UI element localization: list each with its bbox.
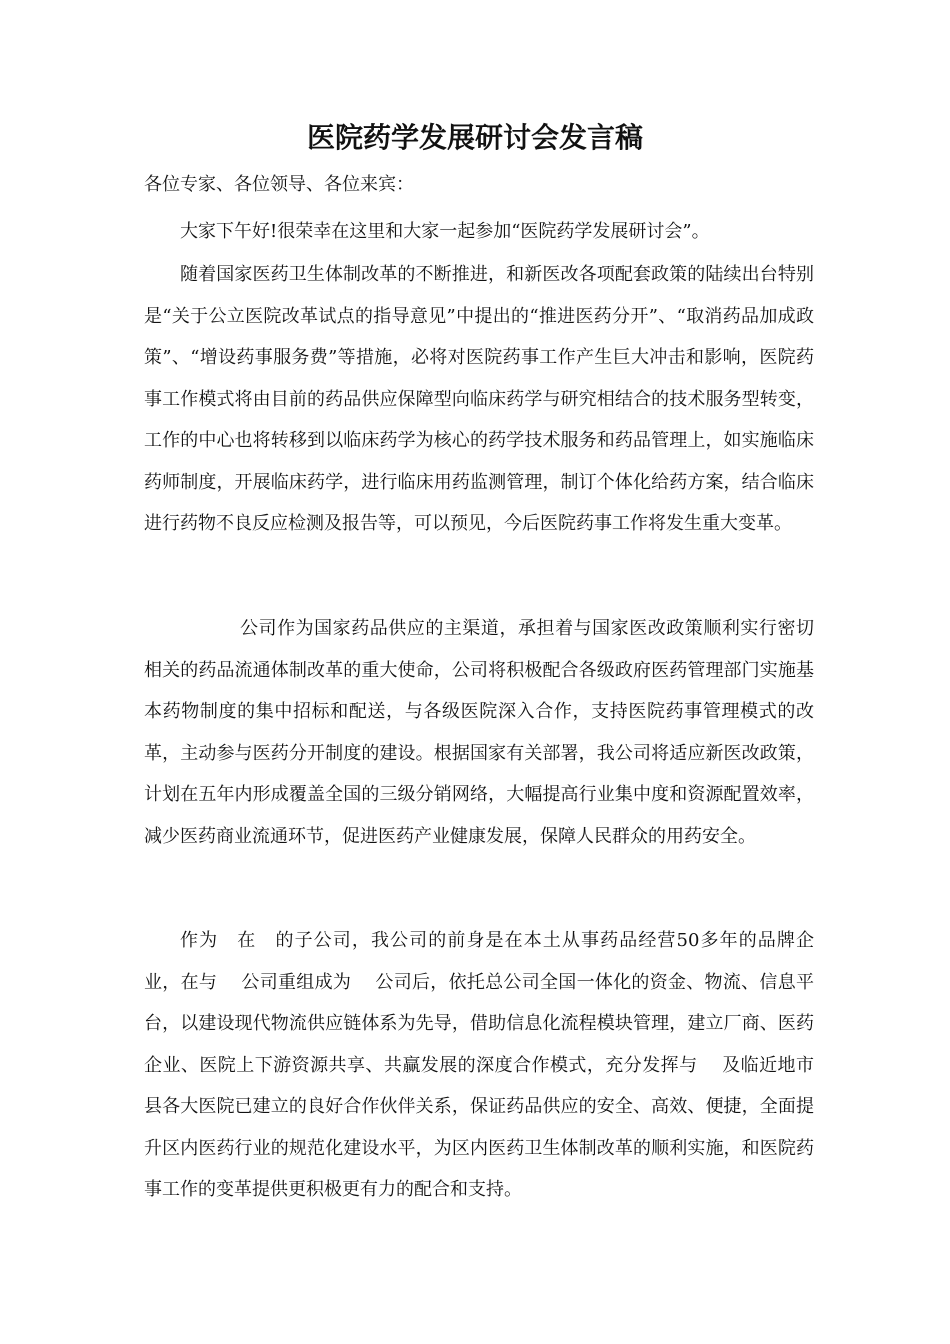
paragraph-company-history: 作为 在 的子公司，我公司的前身是在本土从事药品经营50多年的品牌企业，在与 公司重组成为 公司后，依托总公司全国一体化的资金、物流、信息平台，以建设现代物流供应链体系为先导，借助信息化流程模块管理，建立厂商、医药企业、医院上下游资源共享、共赢发展的深度合作模式，充分发挥与 及临近地市县各大医院已建立的良好合作伙伴关系，保证药品供应的安全、高效、便捷，全面提升区内医药行业的规范化建设水平，为区内医药卫生体制改革的顺利实施，和医院药事工作的变革提供更积极更有力的配合和支持。 bbox=[144, 930, 814, 1200]
document-title: 医院药学发展研讨会发言稿 bbox=[306, 121, 643, 154]
paragraph-policy-background: 随着国家医药卫生体制改革的不断推进，和新医改各项配套政策的陆续出台特别是“关于公立医院改革试点的指导意见”中提出的“推进医药分开”、“取消药品加成政策”、“增设药事服务费”等措施，必将对医院药事工作产生巨大冲击和影响，医院药事工作模式将由目前的药品供应保障型向临床药学与研究相结合的技术服务型转变，工作的中心也将转移到以临床药学为核心的药学技术服务和药品管理上，如实施临床药师制度，开展临床药学，进行临床用药监测管理，制订个体化给药方案，结合临床进行药物不良反应检测及报告等，可以预见，今后医院药事工作将发生重大变革。 bbox=[144, 264, 814, 534]
salutation: 各位专家、各位领导、各位来宾： bbox=[144, 174, 414, 195]
paragraph-greeting: 大家下午好!很荣幸在这里和大家一起参加“医院药学发展研讨会”。 bbox=[180, 221, 710, 242]
paragraph-company-role: 公司作为国家药品供应的主渠道，承担着与国家医改政策顺利实行密切相关的药品流通体制改革的重大使命，公司将积极配合各级政府医药管理部门实施基本药物制度的集中招标和配送，与各级医院深入合作，支持医院药事管理模式的改革，主动参与医药分开制度的建设。根据国家有关部署，我公司将适应新医改政策，计划在五年内形成覆盖全国的三级分销网络，大幅提高行业集中度和资源配置效率，减少医药商业流通环节，促进医药产业健康发展，保障人民群众的用药安全。 bbox=[144, 618, 814, 847]
